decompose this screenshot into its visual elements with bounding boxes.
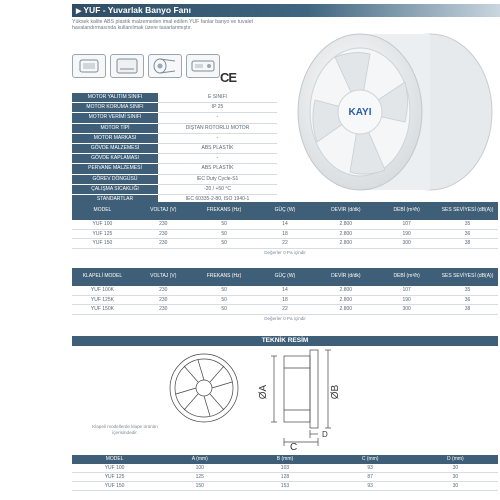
table-cell: YUF 125 xyxy=(72,473,157,482)
spec-label: MOTOR KORUMA SINIFI xyxy=(72,103,158,113)
table-cell: 125 xyxy=(157,473,242,482)
column-header: VOLTAJ (V) xyxy=(133,202,194,220)
table-cell: 300 xyxy=(376,305,437,315)
table-cell: 107 xyxy=(376,286,437,295)
spec-label: GÖREV DÖNGÜSÜ xyxy=(72,175,158,185)
table-row xyxy=(72,473,498,482)
spec-value: E SINIFI xyxy=(158,93,277,103)
column-header: DEVİR (d/dk) xyxy=(315,268,376,286)
table-cell: 30 xyxy=(413,482,498,491)
table-row xyxy=(72,229,498,239)
table-cell: 230 xyxy=(133,295,194,305)
spec-label: ÇALIŞMA SICAKLIĞI xyxy=(72,185,158,195)
spec-row xyxy=(72,164,277,174)
table-cell: 2.800 xyxy=(315,305,376,315)
spec-label: MOTOR YALITIM SINIFI xyxy=(72,93,158,103)
spec-label: MOTOR MARKASI xyxy=(72,134,158,144)
table-cell: 128 xyxy=(242,473,327,482)
table-cell: 50 xyxy=(194,229,255,239)
table-cell: YUF 100 xyxy=(72,220,133,229)
table-cell: 190 xyxy=(376,229,437,239)
column-header: MODEL xyxy=(72,455,157,464)
column-header: GÜÇ (W) xyxy=(255,268,316,286)
column-header: KLAPELİ MODEL xyxy=(72,268,133,286)
table-cell: 38 xyxy=(437,305,498,315)
table-cell: 93 xyxy=(328,482,413,491)
spec-table xyxy=(72,93,277,205)
table-cell: 22 xyxy=(255,239,316,249)
column-header: SES SEVİYESİ (dB(A)) xyxy=(437,202,498,220)
table-row xyxy=(72,464,498,473)
spec-value: - xyxy=(158,154,277,164)
column-header: DEVİR (d/dk) xyxy=(315,202,376,220)
spec-label: STANDARTLAR xyxy=(72,195,158,205)
performance-table xyxy=(72,202,498,249)
table-note-2: Değerler 0 Pa içindir xyxy=(264,316,306,321)
spec-row xyxy=(72,103,277,113)
drawing-title: TEKNİK RESİM xyxy=(72,336,498,346)
feature-icons xyxy=(72,54,232,86)
table-cell: 230 xyxy=(133,286,194,295)
spec-value: IEC Duty Cycle-S1 xyxy=(158,175,277,185)
table-cell: 153 xyxy=(242,482,327,491)
table-cell: YUF 150 xyxy=(72,482,157,491)
title-arrow-icon: ▶ xyxy=(76,8,82,15)
table-note: Değerler 0 Pa içindir xyxy=(264,250,306,255)
table-cell: YUF 125K xyxy=(72,295,133,305)
spec-value: -20 / +50 °C xyxy=(158,185,277,195)
table-cell: 2.800 xyxy=(315,239,376,249)
table-cell: YUF 150 xyxy=(72,239,133,249)
table-cell: 36 xyxy=(437,229,498,239)
table-cell: 14 xyxy=(255,220,316,229)
spec-value: DIŞTAN ROTORLU MOTOR xyxy=(158,124,277,134)
table-cell: 50 xyxy=(194,239,255,249)
table-cell: YUF 125 xyxy=(72,229,133,239)
table-cell: YUF 150K xyxy=(72,305,133,315)
spec-value: ABS PLASTİK xyxy=(158,164,277,174)
table-cell: 150 xyxy=(157,482,242,491)
table-cell: 230 xyxy=(133,220,194,229)
spec-row xyxy=(72,93,277,103)
table-row xyxy=(72,220,498,229)
table-cell: 30 xyxy=(413,464,498,473)
fan-timer-icon xyxy=(186,54,220,78)
dim-a-label: ØA xyxy=(258,384,269,400)
spec-value: IP 25 xyxy=(158,103,277,113)
wall-mount-icon xyxy=(72,54,106,78)
spec-label: GÖVDE KAPLAMASI xyxy=(72,154,158,164)
duct-icon xyxy=(148,54,182,78)
table-cell: 2.800 xyxy=(315,295,376,305)
column-header: GÜÇ (W) xyxy=(255,202,316,220)
column-header: FREKANS (Hz) xyxy=(194,202,255,220)
table-cell: 190 xyxy=(376,295,437,305)
table-cell: YUF 100 xyxy=(72,464,157,473)
column-header: DEBİ (m³/h) xyxy=(376,268,437,286)
spec-label: MOTOR TİPİ xyxy=(72,124,158,134)
table-row xyxy=(72,305,498,315)
spec-row xyxy=(72,144,277,154)
table-cell: 35 xyxy=(437,220,498,229)
column-header: A (mm) xyxy=(157,455,242,464)
product-description: Yüksek kalite ABS plastik malzemeden imal edilen YUF fanlar banyo ve tuvalet havalandırmasında kullanılmak üzere tasarlanmıştır. xyxy=(72,19,253,32)
table-cell: 93 xyxy=(328,464,413,473)
page-title: YUF - Yuvarlak Banyo Fanı xyxy=(83,5,191,15)
table-cell: 103 xyxy=(242,464,327,473)
column-header: FREKANS (Hz) xyxy=(194,268,255,286)
table-cell: 50 xyxy=(194,220,255,229)
table-cell: 87 xyxy=(328,473,413,482)
table-cell: 18 xyxy=(255,295,316,305)
spec-value: IEC 60335-2-80, ISO 1940-1 xyxy=(158,195,277,205)
table-cell: 300 xyxy=(376,239,437,249)
spec-row xyxy=(72,154,277,164)
table-cell: 36 xyxy=(437,295,498,305)
column-header: MODEL xyxy=(72,202,133,220)
spec-label: PERVANE MALZEMESİ xyxy=(72,164,158,174)
damper-performance-table xyxy=(72,268,498,315)
spec-row xyxy=(72,113,277,123)
dim-b-label: ØB xyxy=(330,384,341,400)
table-cell: 30 xyxy=(413,473,498,482)
spec-value: ABS PLASTİK xyxy=(158,144,277,154)
table-cell: 230 xyxy=(133,239,194,249)
brand-logo: KAYI xyxy=(348,107,372,118)
table-cell: YUF 100K xyxy=(72,286,133,295)
fan-illustration xyxy=(265,22,500,202)
table-cell: 50 xyxy=(194,295,255,305)
ce-mark: CE xyxy=(220,70,237,85)
table-row xyxy=(72,295,498,305)
column-header: VOLTAJ (V) xyxy=(133,268,194,286)
table-cell: 230 xyxy=(133,305,194,315)
page-title-bar xyxy=(72,4,500,17)
table-cell: 107 xyxy=(376,220,437,229)
table-cell: 230 xyxy=(133,229,194,239)
table-cell: 50 xyxy=(194,286,255,295)
dim-c-label: C xyxy=(290,442,298,450)
table-cell: 14 xyxy=(255,286,316,295)
table-cell: 22 xyxy=(255,305,316,315)
dim-d-label: D xyxy=(322,430,328,439)
dimensions-table xyxy=(72,455,498,491)
spec-row xyxy=(72,124,277,134)
spec-row xyxy=(72,134,277,144)
drawing-caption: Klapeli modellerde klape ürünün içerisindedir. xyxy=(92,424,158,435)
spec-row xyxy=(72,175,277,185)
table-cell: 38 xyxy=(437,239,498,249)
column-header: DEBİ (m³/h) xyxy=(376,202,437,220)
column-header: D (mm) xyxy=(413,455,498,464)
table-cell: 2.800 xyxy=(315,220,376,229)
table-cell: 50 xyxy=(194,305,255,315)
spec-label: MOTOR VERİMİ SINIFI xyxy=(72,113,158,123)
column-header: SES SEVİYESİ (dB(A)) xyxy=(437,268,498,286)
ceiling-mount-icon xyxy=(110,54,144,78)
column-header: B (mm) xyxy=(242,455,327,464)
spec-label: GÖVDE MALZEMESİ xyxy=(72,144,158,154)
spec-row xyxy=(72,185,277,195)
spec-value: - xyxy=(158,134,277,144)
table-cell: 18 xyxy=(255,229,316,239)
table-row xyxy=(72,286,498,295)
table-cell: 35 xyxy=(437,286,498,295)
table-cell: 100 xyxy=(157,464,242,473)
table-cell: 2.800 xyxy=(315,229,376,239)
table-cell: 2.800 xyxy=(315,286,376,295)
table-row xyxy=(72,482,498,491)
spec-value: - xyxy=(158,113,277,123)
table-row xyxy=(72,239,498,249)
column-header: C (mm) xyxy=(328,455,413,464)
